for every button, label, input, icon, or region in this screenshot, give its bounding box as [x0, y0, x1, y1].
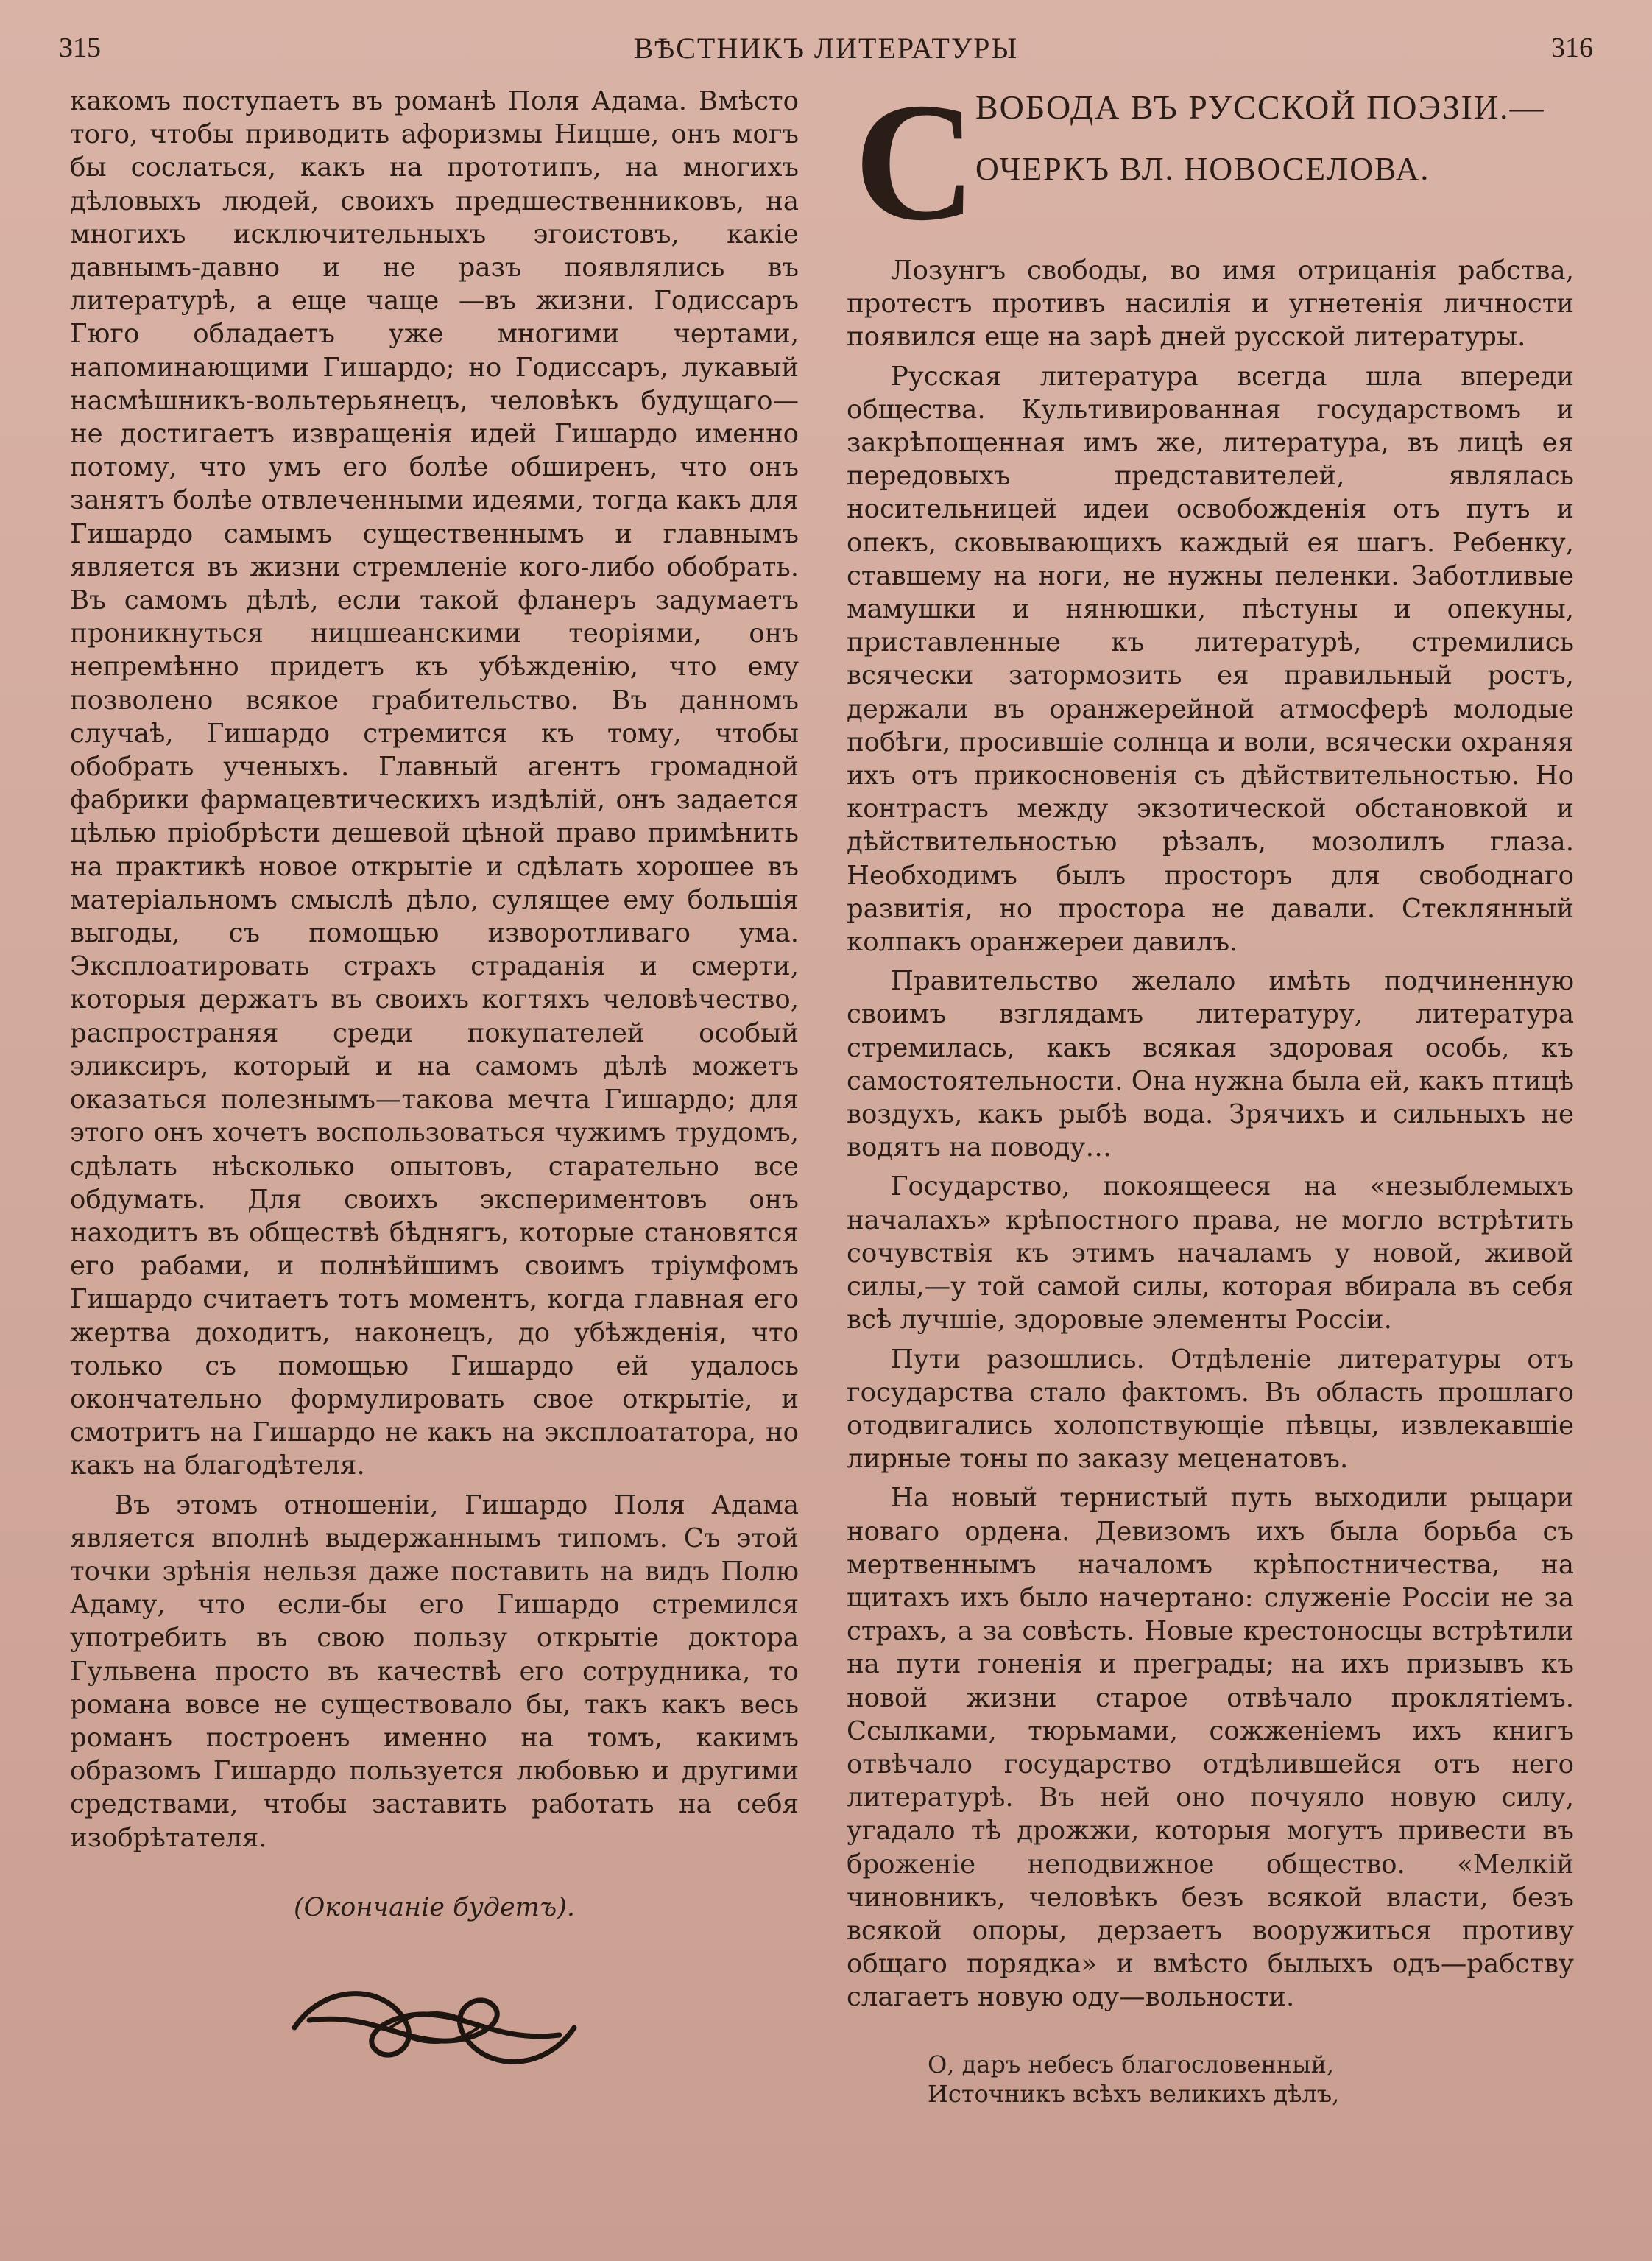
page-number-left: 315 — [59, 32, 101, 63]
continuation-note: (Окончаніе будетъ). — [294, 1892, 575, 1922]
left-paragraph: какомъ поступаетъ въ романѣ Поля Адама. Вмѣсто того, чтобы приводить афоризмы Ницше, онъ могъ бы сослаться, какъ на прототипъ, на многихъ дѣловыхъ людей, своихъ предшественниковъ, на многихъ исключительныхъ эгоистовъ, какіе давнымъ-давно и не разъ появлялись въ литературѣ, а еще чаще —въ жизни. Годиссаръ Гюго обладаетъ уже многими чертами, напоминающими Гишардо; но Годиссаръ, лукавый насмѣшникъ-вольтерьянецъ, человѣкъ будущаго—не достигаетъ извращенія идей Гишардо именно потому, что умъ его болѣе обширенъ, что онъ занятъ болѣе отвлеченными идеями, тогда какъ для Гишардо самымъ существеннымъ и главнымъ является въ жизни стремленіе кого-либо обобрать. Въ самомъ дѣлѣ, если такой фланеръ задумаетъ проникнуться ницшеанскими теоріями, онъ непремѣнно придетъ къ убѣжденію, что ему позволено всякое грабительство. Въ данномъ случаѣ, Гишардо стремится къ тому, чтобы обобрать ученыхъ. Главный агентъ громадной фабрики фармацевтическихъ издѣлій, онъ задается цѣлью пріобрѣсти дешевой цѣной право примѣнить на практикѣ новое открытіе и сдѣлать хорошее въ матеріальномъ смыслѣ дѣло, сулящее ему большія выгоды, съ помощью изворотливаго ума. Эксплоатировать страхъ страданія и смерти, которыя держатъ въ своихъ когтяхъ человѣчество, распространяя среди покупателей особый эликсиръ, который и на самомъ дѣлѣ можетъ оказаться полезнымъ—такова мечта Гишардо; для этого онъ хочетъ воспользоваться чужимъ трудомъ, сдѣлать нѣсколько опытовъ, старательно все обдумать. Для своихъ экспериментовъ онъ находитъ въ обществѣ бѣднягъ, которые становятся его рабами, и полнѣйшимъ своимъ тріумфомъ Гишардо считаетъ тотъ моментъ, когда главная его жертва доходитъ, наконецъ, до убѣжденія, что только съ помощью Гишардо ей удалось окончательно формулировать свое открытіе, и смотритъ на Гишардо не какъ на эксплоататора, но какъ на благодѣтеля. — [70, 86, 799, 1481]
verse-line: О, даръ небесъ благословенный, — [928, 2050, 1335, 2078]
left-paragraph: Въ этомъ отношеніи, Гишардо Поля Адама является вполнѣ выдержаннымъ типомъ. Съ этой точки зрѣнія нельзя даже поставить на видъ Полю Адаму, что если-бы его Гишардо стремился употребить въ свою пользу открытіе доктора Гульвена просто въ качествѣ его сотрудника, то романа вовсе не существовало бы, такъ какъ весь романъ построенъ именно на томъ, какимъ образомъ Гишардо пользуется любовью и другими средствами, чтобы заставить работать на себя изобрѣтателя. — [70, 1489, 799, 1853]
article-heading — [847, 68, 1574, 255]
article-paragraph: Правительство желало имѣть подчиненную своимъ взглядамъ литературу, литература стремилась, какъ всякая здоровая особь, къ самостоятельности. Она нужна была ей, какъ птицѣ воздухъ, какъ рыбѣ вода. Зрячихъ и сильныхъ не водятъ на поводу… — [847, 966, 1574, 1163]
page-header — [59, 22, 1593, 74]
article-paragraph: На новый тернистый путь выходили рыцари новаго ордена. Девизомъ ихъ была борьба съ мертвеннымъ началомъ крѣпостничества, на щитахъ ихъ было начертано: служеніе Россіи не за страхъ, а за совѣсть. Новые крестоносцы встрѣтили на пути гоненія и преграды; на ихъ призывъ къ новой жизни старое отвѣчало проклятіемъ. Ссылками, тюрьмами, сожженіемъ ихъ книгъ отвѣчало государство отдѣлившейся отъ него литературѣ. Въ ней оно почуяло новую силу, угадало тѣ дрожжи, которыя могутъ привести въ броженіе неподвижное общество. «Мелкій чиновникъ, человѣкъ безъ всякой власти, безъ всякой опоры, дерзаетъ вооружиться противу общаго порядка» и вмѣсто былыхъ одъ—рабству слагаетъ новую оду—вольности. — [847, 1483, 1574, 2013]
article-title-line2: ОЧЕРКЪ ВЛ. НОВОСЕЛОВА. — [975, 151, 1430, 187]
drop-cap: С — [854, 68, 977, 255]
journal-title: ВѢСТНИКЪ ЛИТЕРАТУРЫ — [633, 31, 1019, 65]
ornament-flourish-icon — [280, 1969, 589, 2087]
right-column — [847, 68, 1574, 2109]
page-number-right: 316 — [1551, 32, 1593, 63]
article-paragraph: Русская литература всегда шла впереди общества. Культивированная государствомъ и закрѣпощенная имъ же, литература, въ лицѣ ея передовыхъ представителей, являлась носительницей идеи освобожденія отъ путъ и опекъ, сковывающихъ каждый ея шагъ. Ребенку, ставшему на ноги, не нужны пеленки. Заботливые мамушки и нянюшки, пѣстуны и опекуны, приставленные къ литературѣ, стремились всячески затормозить ея правильный ростъ, держали въ оранжерейной атмосферѣ молодые побѣги, просившіе солнца и воли, всячески охраняя ихъ отъ прикосновенія съ дѣйствительностью. Но контрастъ между экзотической обстановкой и дѣйствительностью рѣзалъ, мозолилъ глаза. Необходимъ былъ просторъ для свободнаго развитія, но простора не давали. Стеклянный колпакъ оранжереи давилъ. — [847, 361, 1574, 958]
verse-line: Источникъ всѣхъ великихъ дѣлъ, — [928, 2079, 1340, 2108]
article-paragraph: Пути разошлись. Отдѣленіе литературы отъ государства стало фактомъ. Въ область прошлаго отодвигались холопствующіе пѣвцы, извлекавшіе лирные тоны по заказу меценатовъ. — [847, 1344, 1574, 1475]
article-paragraph: Государство, покоящееся на «незыблемыхъ началахъ» крѣпостного права, не могло встрѣтить сочувствія къ этимъ началамъ у новой, живой силы,—у той самой силы, которая вбирала въ себя всѣ лучшіе, здоровые элементы Россіи. — [847, 1171, 1574, 1336]
verse-quote — [928, 2050, 1574, 2109]
article-title-line1: ВОБОДА ВЪ РУССКОЙ ПОЭЗІИ.— — [975, 88, 1545, 126]
article-paragraph: Лозунгъ свободы, во имя отрицанія рабства, протестъ противъ насилія и угнетенія личности появился еще на зарѣ дней русской литературы. — [847, 255, 1574, 353]
left-column — [70, 85, 799, 2087]
